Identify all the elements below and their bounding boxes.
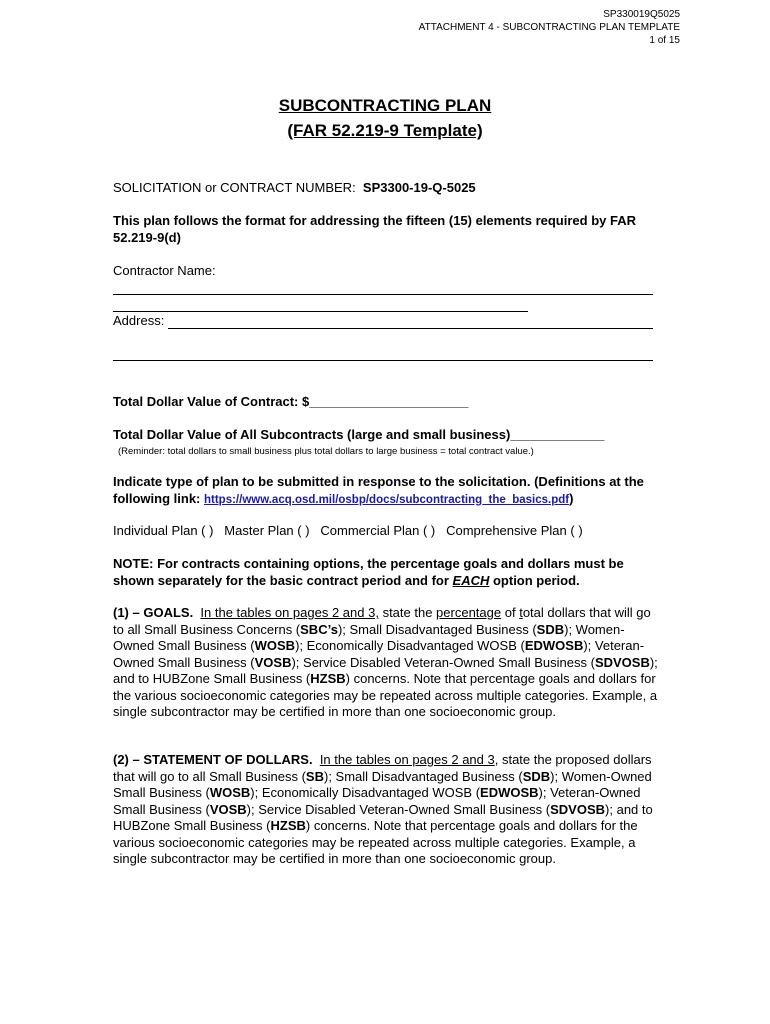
goals-t7: ); Small Disadvantaged Business ( bbox=[337, 621, 537, 637]
goals-t3: percentage bbox=[436, 605, 502, 620]
goals-t12: ); and to HUBZone Small Business ( bbox=[113, 654, 658, 686]
dollars-t9: ) concerns. Note that percentage goals and dollars for the various socioeconomic categories may be repeated across multiple categories. Example, a single subcontractor may be certified in more than one socioeconomic group. bbox=[113, 818, 638, 866]
page-header bbox=[419, 8, 680, 47]
dollars-a5: VOSB bbox=[209, 801, 247, 817]
plan-type-close: ) bbox=[569, 490, 574, 506]
dollars-a7: HZSB bbox=[270, 818, 306, 833]
dollars-t5: ); Economically Disadvantaged WOSB ( bbox=[250, 785, 481, 800]
dollars-a3: WOSB bbox=[209, 785, 251, 800]
goals-t11: ); Service Disabled Veteran-Owned Small Business ( bbox=[291, 654, 595, 670]
goals-a4: EDWOSB bbox=[524, 638, 584, 653]
goals-t4: of bbox=[501, 605, 520, 620]
dollars-t3: ); Small Disadvantaged Business ( bbox=[323, 768, 523, 784]
total-contract-field[interactable]: ______________________ bbox=[309, 394, 469, 409]
goals-t2: state the bbox=[378, 605, 437, 620]
goals-t1: In the tables on pages 2 and 3, bbox=[200, 605, 379, 620]
contractor-name-label: Contractor Name: bbox=[113, 263, 216, 278]
goals-t5: t bbox=[519, 605, 523, 620]
document-title: SUBCONTRACTING PLAN bbox=[278, 96, 492, 115]
dollars-a1: SB bbox=[305, 768, 324, 784]
goals-t10: ); Veteran-Owned Small Business ( bbox=[113, 638, 645, 670]
plan-type-intro: Indicate type of plan to be submitted in response to the solicitation. (Definitions at the following link: bbox=[113, 474, 644, 506]
definitions-link[interactable]: https://www.acq.osd.mil/osbp/docs/subcontracting_the_basics.pdf bbox=[204, 493, 570, 506]
goals-t9: ); Economically Disadvantaged WOSB ( bbox=[295, 638, 525, 653]
goals-a6: SDVOSB bbox=[594, 654, 650, 670]
dollars-section bbox=[113, 752, 658, 868]
comprehensive-plan-option[interactable]: Comprehensive Plan ( ) bbox=[446, 523, 583, 538]
note-end: option period. bbox=[489, 572, 580, 588]
plan-type-options bbox=[113, 523, 673, 540]
goals-t8: ); Women-Owned Small Business ( bbox=[113, 621, 625, 653]
address-label: Address: bbox=[113, 313, 165, 328]
goals-a2: SDB bbox=[536, 621, 565, 637]
goals-t6: otal dollars that will go to all Small Business Concerns ( bbox=[113, 605, 651, 637]
note-label: NOTE bbox=[113, 556, 150, 571]
dollars-t2: , state the proposed dollars that will go to all Small Business ( bbox=[113, 752, 652, 784]
master-plan-option[interactable]: Master Plan ( ) bbox=[224, 523, 310, 538]
individual-plan-option[interactable]: Individual Plan ( ) bbox=[113, 523, 214, 538]
address-field[interactable] bbox=[168, 328, 653, 329]
note-each: EACH bbox=[452, 572, 490, 588]
goals-heading: (1) – GOALS. bbox=[113, 605, 194, 620]
dollars-t7: ); Service Disabled Veteran-Owned Small Business ( bbox=[246, 801, 551, 817]
intro-text: This plan follows the format for addressing the fifteen (15) elements required by FAR 52.219-9(d) bbox=[113, 213, 636, 245]
goals-a1: SBC’s bbox=[300, 621, 338, 637]
goals-t13: ) concerns. Note that percentage goals and dollars for the various socioeconomic categories may be repeated across multiple categories. Example, a single subcontractor may be certified in more than one socioeconomic group. bbox=[113, 671, 658, 719]
dollars-t6: ); Veteran-Owned Small Business ( bbox=[113, 785, 641, 817]
solicitation-number: SP3300-19-Q-5025 bbox=[362, 180, 476, 195]
commercial-plan-option[interactable]: Commercial Plan ( ) bbox=[320, 523, 436, 538]
plan-type-text bbox=[113, 474, 661, 508]
total-subcontracts-line bbox=[113, 427, 658, 444]
address-field-2[interactable] bbox=[113, 360, 653, 361]
total-contract-label: Total Dollar Value of Contract: $ bbox=[113, 394, 310, 409]
reminder-text: (Reminder: total dollars to small business plus total dollars to large business = total contract value.) bbox=[118, 446, 534, 457]
solicitation-label: SOLICITATION or CONTRACT NUMBER: bbox=[113, 180, 356, 195]
dollars-t1: In the tables on pages 2 and 3 bbox=[319, 752, 495, 767]
goals-a5: VOSB bbox=[254, 654, 292, 670]
page-number: 1 of 15 bbox=[649, 35, 680, 46]
dollars-a4: EDWOSB bbox=[480, 785, 539, 800]
goals-a7: HZSB bbox=[310, 671, 346, 686]
note-text bbox=[113, 556, 648, 589]
dollars-heading: (2) – STATEMENT OF DOLLARS. bbox=[113, 752, 313, 767]
total-subcontracts-label: Total Dollar Value of All Subcontracts (large and small business) bbox=[113, 427, 511, 442]
document-subtitle: (FAR 52.219-9 Template) bbox=[287, 121, 483, 140]
total-subcontracts-field[interactable]: _____________ bbox=[510, 427, 605, 442]
goals-a3: WOSB bbox=[254, 638, 296, 653]
contractor-name-field[interactable] bbox=[113, 294, 653, 295]
dollars-t4: ); Women-Owned Small Business ( bbox=[113, 768, 652, 800]
total-contract-line bbox=[113, 394, 658, 411]
dollars-a2: SDB bbox=[522, 768, 551, 784]
dollars-t8: ); and to HUBZone Small Business ( bbox=[113, 801, 653, 833]
solicitation-line bbox=[113, 180, 658, 197]
contractor-name-field-2[interactable] bbox=[113, 311, 528, 312]
doc-id: SP330019Q5025 bbox=[603, 9, 680, 20]
goals-section bbox=[113, 605, 658, 721]
attachment-title: ATTACHMENT 4 - SUBCONTRACTING PLAN TEMPLATE bbox=[418, 22, 680, 33]
note-body: : For contracts containing options, the percentage goals and dollars must be shown separately for the basic contract period and for bbox=[113, 556, 624, 588]
dollars-a6: SDVOSB bbox=[550, 801, 606, 817]
